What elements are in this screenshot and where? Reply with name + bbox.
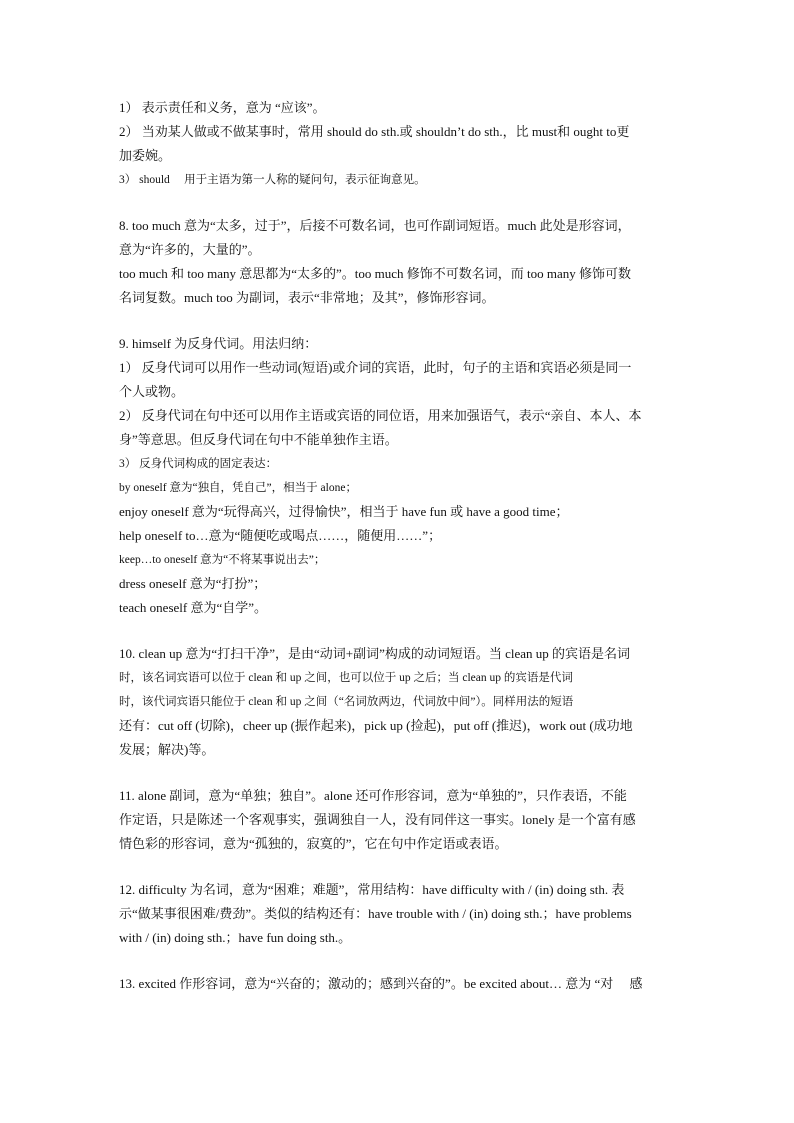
text-line: 名词复数。much too 为副词，表示“非常地；及其”，修饰形容词。: [119, 290, 495, 305]
text-line: 时，该名词宾语可以位于 clean 和 up 之间，也可以位于 up 之后；当 clean up 的宾语是代词: [119, 672, 573, 684]
paragraph-gap: [119, 856, 679, 878]
text-line: 10. clean up 意为“打扫干净”，是由“动词+副词”构成的动词短语。当 clean up 的宾语是名词: [119, 646, 631, 661]
paragraph-gap: [119, 192, 679, 214]
text-line: 12. difficulty 为名词，意为“困难；难题”，常用结构：have difficulty with / (in) doing sth. 表: [119, 882, 625, 897]
text-line: 9. himself 为反身代词。用法归纳：: [119, 336, 318, 351]
text-line: by oneself 意为“独自，凭自己”，相当于 alone；: [119, 482, 357, 494]
text-line: 2） 反身代词在句中还可以用作主语或宾语的同位语，用来加强语气，表示“亲自、本人、本: [119, 408, 642, 423]
text-line: 加委婉。: [119, 148, 172, 163]
text-line: 8. too much 意为“太多，过于”，后接不可数名词，也可作副词短语。much 此处是形容词，: [119, 218, 631, 233]
document-body: [119, 96, 679, 996]
text-line: teach oneself 意为“自学”。: [119, 600, 268, 615]
text-line: 个人或物。: [119, 384, 185, 399]
text-line: 2） 当劝某人做或不做某事时，常用 should do sth.或 shouldn’t do sth.，比 must和 ought to更: [119, 124, 630, 139]
text-line: with / (in) doing sth.；have fun doing sth.。: [119, 930, 352, 945]
text-line: 1） 反身代词可以用作一些动词(短语)或介词的宾语，此时，句子的主语和宾语必须是同一: [119, 360, 632, 375]
text-line: enjoy oneself 意为“玩得高兴，过得愉快”，相当于 have fun 或 have a good time；: [119, 504, 569, 519]
text-line: 作定语，只是陈述一个客观事实，强调独自一人，没有同伴这一事实。lonely 是一个富有感: [119, 812, 636, 827]
paragraph-gap: [119, 950, 679, 972]
text-line: 11. alone 副词，意为“单独；独自”。alone 还可作形容词，意为“单独的”，只作表语，不能: [119, 788, 627, 803]
text-line: 身”等意思。但反身代词在句中不能单独作主语。: [119, 432, 398, 447]
text-line: 13. excited 作形容词，意为“兴奋的；激动的；感到兴奋的”。be excited about… 意为 “对 感: [119, 976, 643, 991]
text-line: 3） 反身代词构成的固定表达：: [119, 458, 278, 470]
text-line: 示“做某事很困难/费劲”。类似的结构还有：have trouble with / (in) doing sth.；have problems: [119, 906, 632, 921]
text-line: keep…to oneself 意为“不将某事说出去”；: [119, 554, 326, 566]
paragraph-gap: [119, 310, 679, 332]
text-line: 情色彩的形容词，意为“孤独的，寂寞的”，它在句中作定语或表语。: [119, 836, 508, 851]
text-line: dress oneself 意为“打扮”；: [119, 576, 267, 591]
text-line: 3） should 用于主语为第一人称的疑问句，表示征询意见。: [119, 174, 426, 186]
text-line: 1） 表示责任和义务，意为 “应该”。: [119, 100, 326, 115]
text-line: 时，该代词宾语只能位于 clean 和 up 之间（“名词放两边，代词放中间”）。同样用法的短语: [119, 696, 574, 708]
text-line: too much 和 too many 意思都为“太多的”。too much 修饰不可数名词，而 too many 修饰可数: [119, 266, 632, 281]
text-line: help oneself to…意为“随便吃或喝点……，随便用……”；: [119, 528, 442, 543]
paragraph-gap: [119, 620, 679, 642]
text-line: 发展；解决)等。: [119, 742, 215, 757]
text-line: 还有：cut off (切除)，cheer up (振作起来)，pick up (捡起)，put off (推迟)，work out (成功地: [119, 718, 633, 733]
text-line: 意为“许多的，大量的”。: [119, 242, 261, 257]
paragraph-gap: [119, 762, 679, 784]
